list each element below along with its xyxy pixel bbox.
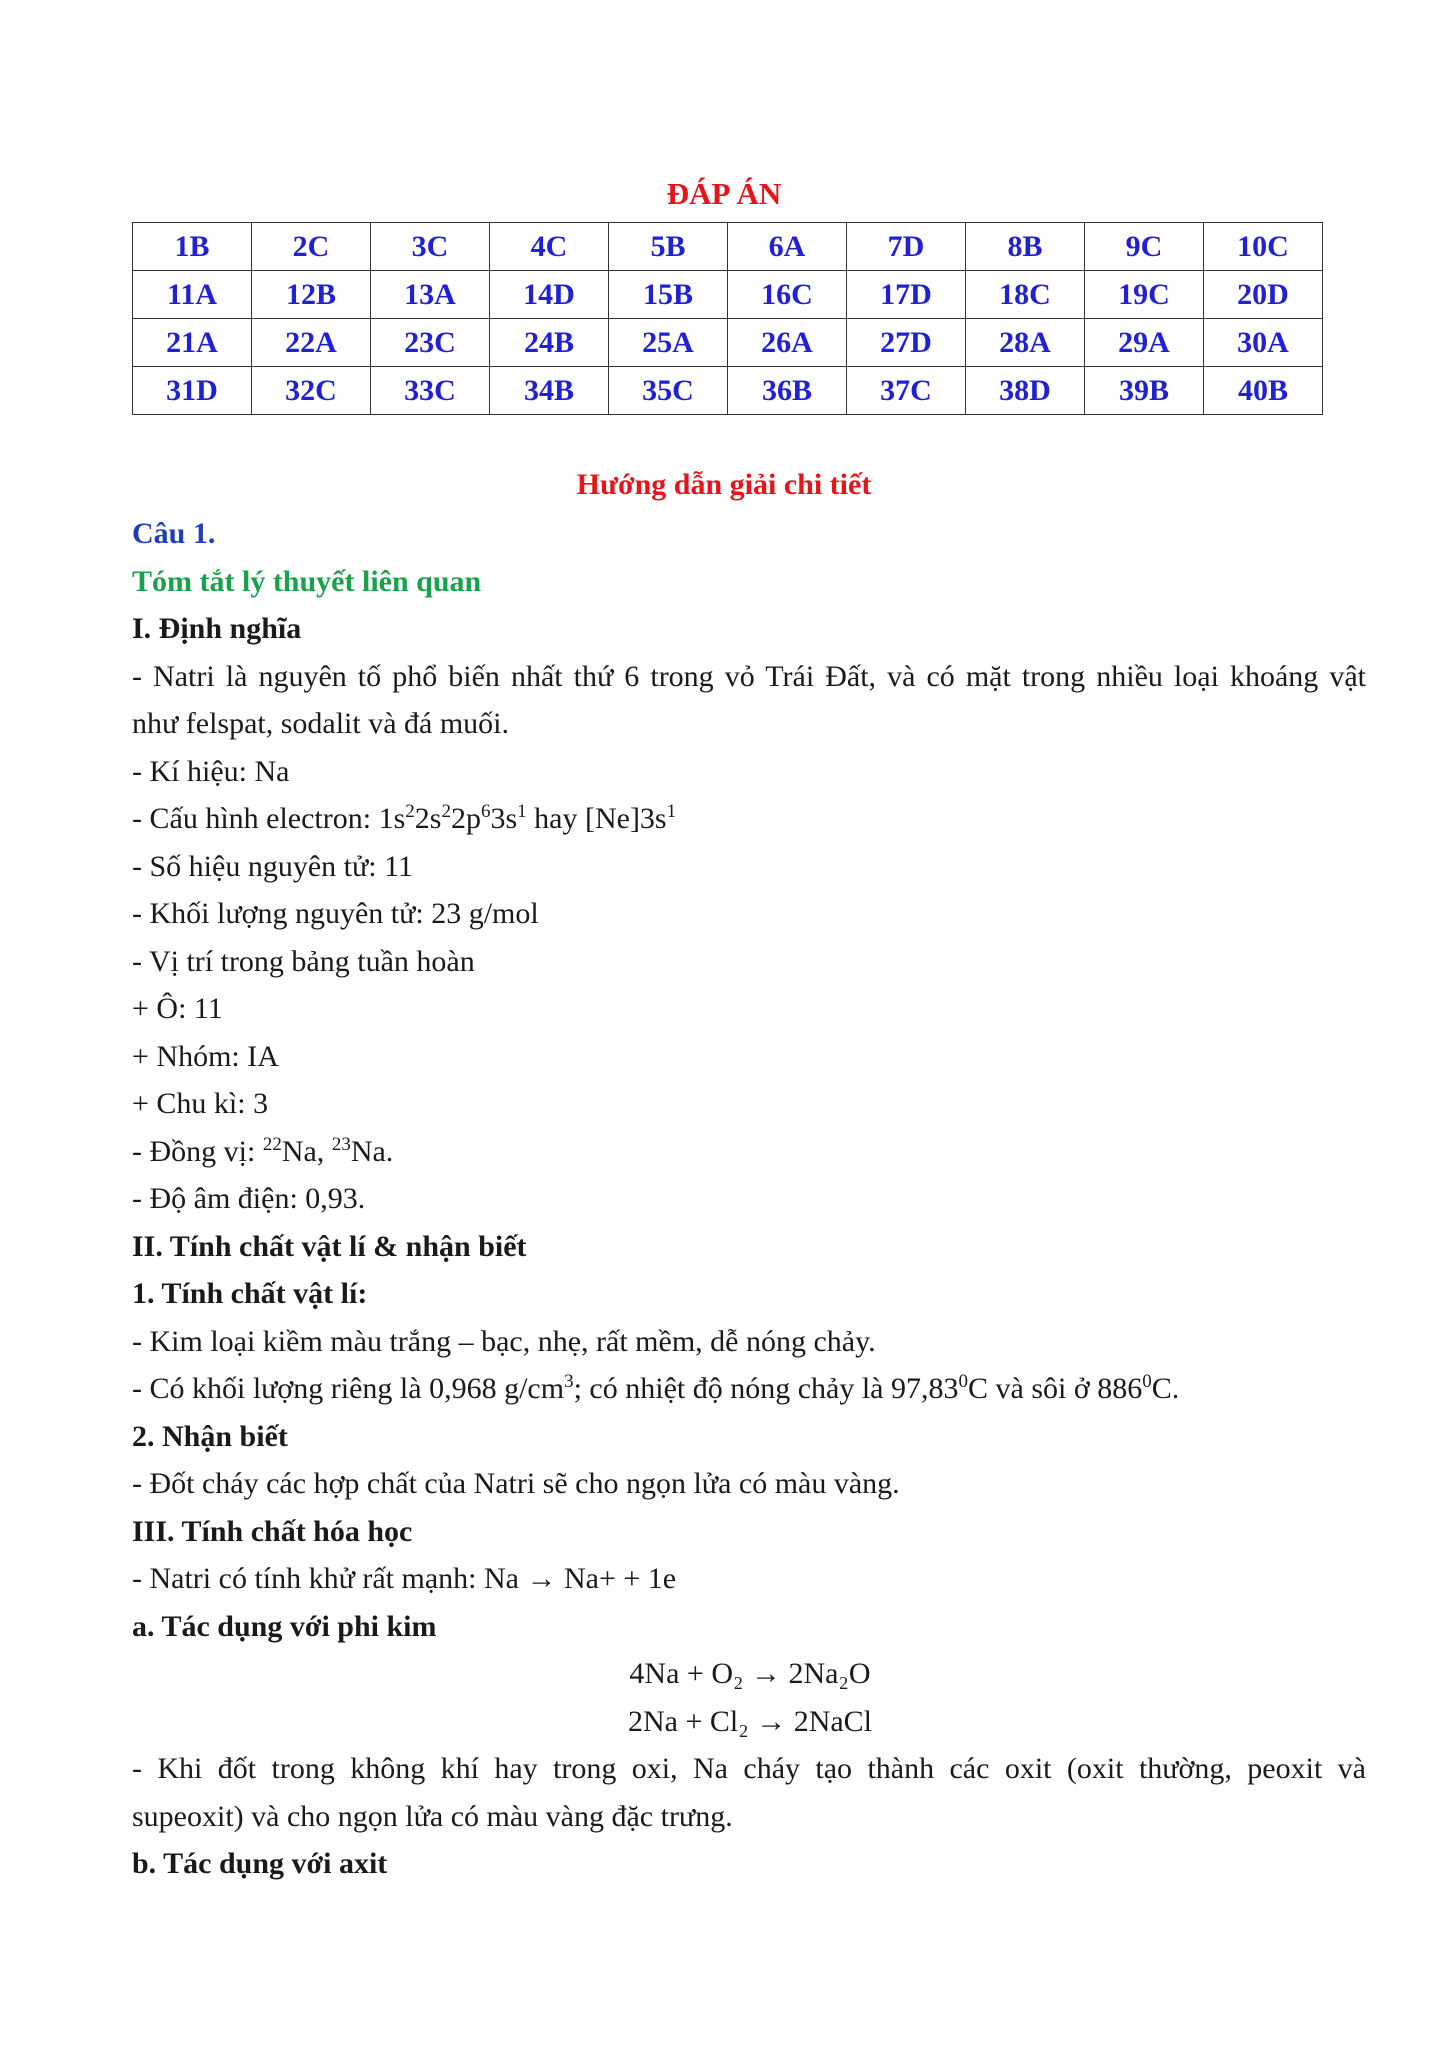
answer-cell: 12B: [252, 271, 371, 319]
isotope-symbol: Na,: [281, 1135, 332, 1168]
answer-cell: 6A: [728, 223, 847, 271]
answer-cell: 39B: [1085, 367, 1204, 415]
answer-cell: 31D: [133, 367, 252, 415]
answer-cell: 26A: [728, 319, 847, 367]
answer-cell: 27D: [847, 319, 966, 367]
section-definition: I. Định nghĩa: [132, 612, 302, 645]
guide-title: Hướng dẫn giải chi tiết: [576, 468, 872, 501]
config-superscript: 1: [517, 801, 527, 822]
reducing-line: - Natri có tính khử rất mạnh: Na → Na+ + 1e: [132, 1562, 677, 1595]
answer-cell: 23C: [371, 319, 490, 367]
answer-cell: 5B: [609, 223, 728, 271]
config-superscript: 2: [405, 801, 415, 822]
answer-cell: 16C: [728, 271, 847, 319]
answer-cell: 24B: [490, 319, 609, 367]
equation-1: 4Na + O₂ → 2Na₂O: [629, 1657, 871, 1690]
config-text: 2p: [450, 802, 481, 835]
answer-cell: 34B: [490, 367, 609, 415]
answer-row: [133, 271, 1323, 319]
answers-title: ĐÁP ÁN: [666, 176, 782, 211]
answer-cell: 33C: [371, 367, 490, 415]
config-text: hay [Ne]3s: [526, 802, 667, 835]
physical-text: C.: [1151, 1372, 1180, 1405]
physical-line-2: [132, 1371, 1179, 1407]
answer-cell: 11A: [133, 271, 252, 319]
config-text: - Cấu hình electron: 1s: [132, 802, 406, 835]
subsection-physical: 1. Tính chất vật lí:: [132, 1277, 368, 1310]
answer-cell: 36B: [728, 367, 847, 415]
physical-superscript: 0: [1142, 1371, 1152, 1392]
answer-cell: 1B: [133, 223, 252, 271]
definition-line-1: - Natri là nguyên tố phổ biến nhất thứ 6 trong vỏ Trái Đất, và có mặt trong nhiều loại khoáng vật: [132, 660, 1366, 693]
config-superscript: 2: [441, 801, 451, 822]
group-line: + Nhóm: IA: [132, 1040, 279, 1073]
config-superscript: 6: [480, 801, 491, 822]
answer-cell: 37C: [847, 367, 966, 415]
answer-cell: 4C: [490, 223, 609, 271]
config-text: 3s: [490, 802, 518, 835]
definition-line-2: như felspat, sodalit và đá muối.: [132, 707, 510, 740]
answer-cell: 20D: [1204, 271, 1323, 319]
answer-cell: 32C: [252, 367, 371, 415]
answer-cell: 13A: [371, 271, 490, 319]
atomic-mass-line: - Khối lượng nguyên tử: 23 g/mol: [132, 897, 539, 930]
cell-line: + Ô: 11: [132, 992, 223, 1025]
answer-cell: 21A: [133, 319, 252, 367]
summary-heading: Tóm tắt lý thuyết liên quan: [132, 565, 482, 598]
atomic-number-line: - Số hiệu nguyên tử: 11: [132, 850, 413, 883]
burn-line-1: - Khi đốt trong không khí hay trong oxi, Na cháy tạo thành các oxit (oxit thường, peoxit và: [132, 1752, 1366, 1785]
answer-cell: 19C: [1085, 271, 1204, 319]
physical-text: ; có nhiệt độ nóng chảy là 97,83: [573, 1372, 959, 1405]
answer-cell: 14D: [490, 271, 609, 319]
section-physical: II. Tính chất vật lí & nhận biết: [132, 1230, 527, 1263]
answer-cell: 2C: [252, 223, 371, 271]
answer-cell: 22A: [252, 319, 371, 367]
subsection-acid: b. Tác dụng với axit: [132, 1847, 388, 1880]
electron-config-line: [132, 801, 676, 837]
section-chemical: III. Tính chất hóa học: [132, 1515, 413, 1548]
answer-cell: 8B: [966, 223, 1085, 271]
isotope-mass: 23: [331, 1134, 351, 1155]
answer-cell: 38D: [966, 367, 1085, 415]
answer-table: [132, 222, 1323, 415]
isotope-line: [132, 1134, 393, 1170]
answer-cell: 25A: [609, 319, 728, 367]
physical-text: - Có khối lượng riêng là 0,968 g/cm: [132, 1372, 565, 1405]
answer-cell: 17D: [847, 271, 966, 319]
question-label: Câu 1.: [132, 517, 216, 550]
burn-line-2: supeoxit) và cho ngọn lửa có màu vàng đặc trưng.: [132, 1800, 733, 1833]
identify-line: - Đốt cháy các hợp chất của Natri sẽ cho ngọn lửa có màu vàng.: [132, 1467, 900, 1500]
period-line: + Chu kì: 3: [132, 1087, 269, 1120]
answer-row: [133, 319, 1323, 367]
answer-cell: 28A: [966, 319, 1085, 367]
answer-cell: 30A: [1204, 319, 1323, 367]
subsection-identify: 2. Nhận biết: [132, 1420, 288, 1453]
position-line: - Vị trí trong bảng tuần hoàn: [132, 945, 475, 978]
physical-superscript: 3: [564, 1371, 574, 1392]
physical-superscript: 0: [958, 1371, 968, 1392]
isotope-symbol: Na.: [350, 1135, 394, 1168]
answer-cell: 3C: [371, 223, 490, 271]
answer-cell: 18C: [966, 271, 1085, 319]
isotope-text: - Đồng vị:: [132, 1135, 263, 1168]
symbol-line: - Kí hiệu: Na: [132, 755, 290, 788]
answer-cell: 10C: [1204, 223, 1323, 271]
subsection-nonmetal: a. Tác dụng với phi kim: [132, 1610, 437, 1643]
physical-line-1: - Kim loại kiềm màu trắng – bạc, nhẹ, rất mềm, dễ nóng chảy.: [132, 1325, 876, 1358]
answer-cell: 29A: [1085, 319, 1204, 367]
answer-cell: 7D: [847, 223, 966, 271]
equation-2: 2Na + Cl₂ → 2NaCl: [627, 1705, 873, 1738]
answer-row: [133, 367, 1323, 415]
answer-cell: 35C: [609, 367, 728, 415]
answer-cell: 9C: [1085, 223, 1204, 271]
physical-text: C và sôi ở 886: [968, 1372, 1143, 1405]
answer-cell: 15B: [609, 271, 728, 319]
config-superscript: 1: [666, 801, 677, 822]
config-text: 2s: [414, 802, 442, 835]
answer-cell: 40B: [1204, 367, 1323, 415]
isotope-mass: 22: [262, 1134, 282, 1155]
electronegativity-line: - Độ âm điện: 0,93.: [132, 1182, 366, 1215]
answer-row: [133, 223, 1323, 271]
